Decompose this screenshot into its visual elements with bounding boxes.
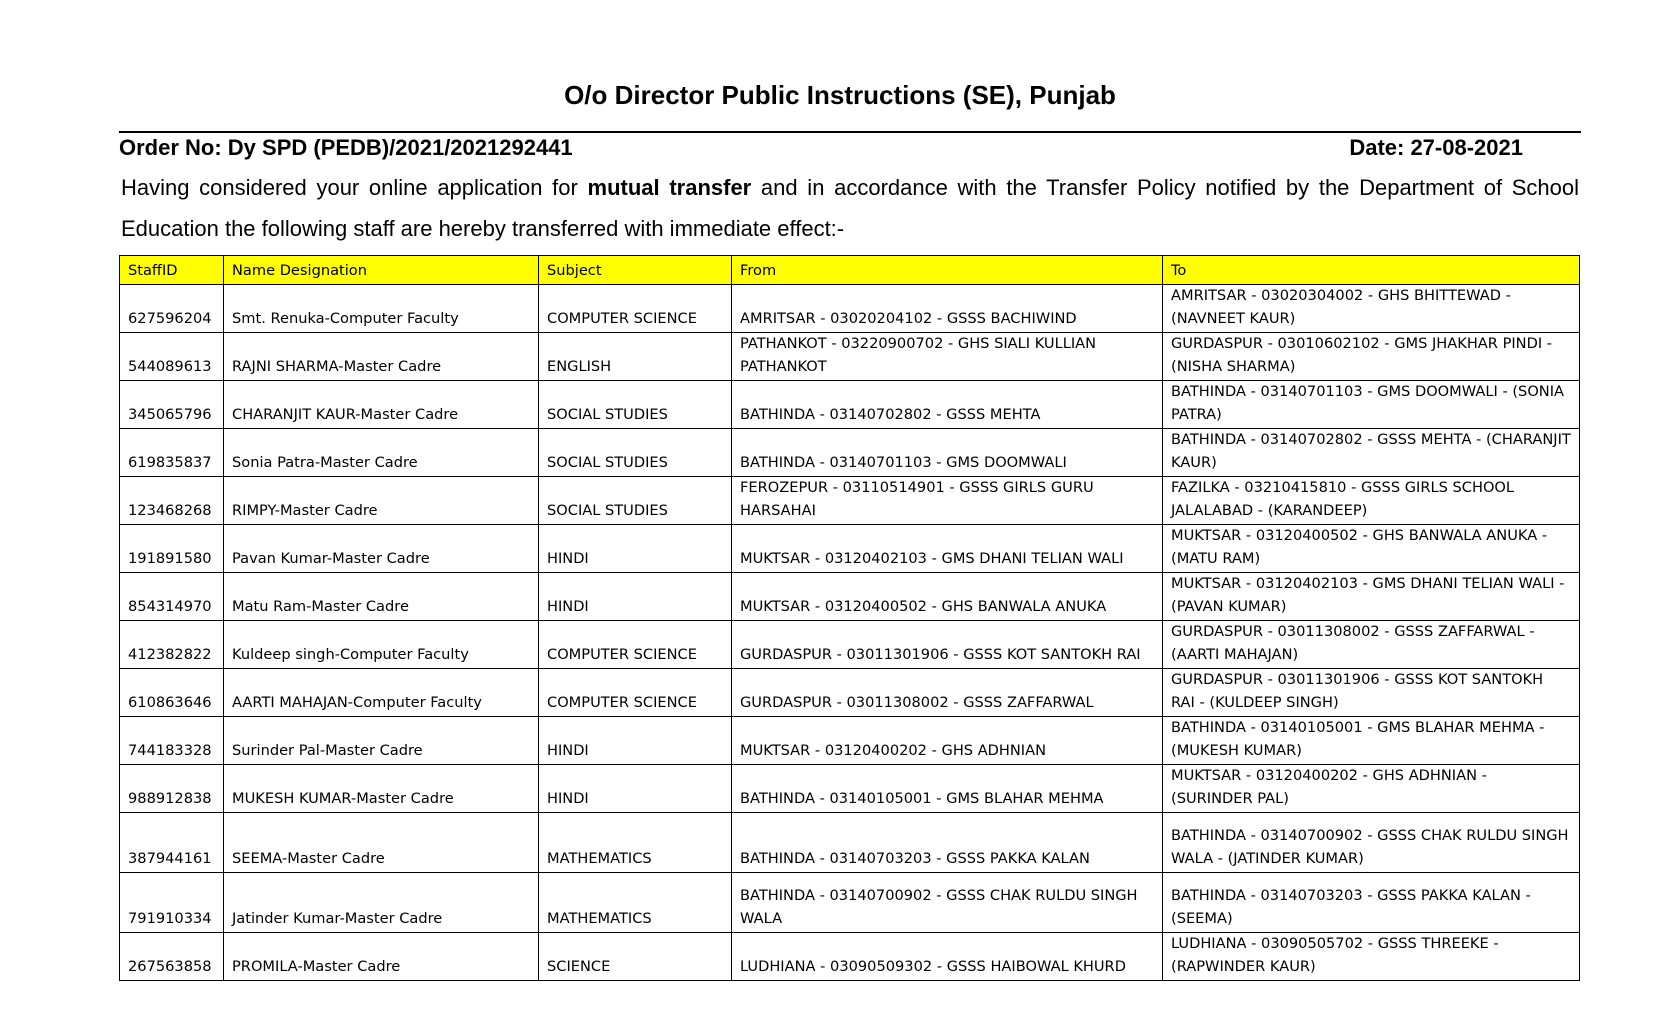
- cell-from: BATHINDA - 03140701103 - GMS DOOMWALI: [732, 429, 1163, 477]
- cell-to: MUKTSAR - 03120400202 - GHS ADHNIAN - (SURINDER PAL): [1163, 765, 1580, 813]
- cell-name: Surinder Pal-Master Cadre: [224, 717, 539, 765]
- cell-to: GURDASPUR - 03011308002 - GSSS ZAFFARWAL - (AARTI MAHAJAN): [1163, 621, 1580, 669]
- cell-from: BATHINDA - 03140700902 - GSSS CHAK RULDU SINGH WALA: [732, 873, 1163, 933]
- cell-from: LUDHIANA - 03090509302 - GSSS HAIBOWAL KHURD: [732, 933, 1163, 981]
- cell-to: GURDASPUR - 03011301906 - GSSS KOT SANTOKH RAI - (KULDEEP SINGH): [1163, 669, 1580, 717]
- intro-text-before: Having considered your online application for: [121, 175, 588, 200]
- table-row: [120, 669, 1580, 717]
- col-header-staffid: StaffID: [120, 256, 224, 285]
- cell-name: CHARANJIT KAUR-Master Cadre: [224, 381, 539, 429]
- table-row: [120, 873, 1580, 933]
- cell-staffid: 854314970: [120, 573, 224, 621]
- cell-staffid: 387944161: [120, 813, 224, 873]
- cell-from: GURDASPUR - 03011301906 - GSSS KOT SANTOKH RAI: [732, 621, 1163, 669]
- cell-name: SEEMA-Master Cadre: [224, 813, 539, 873]
- cell-to: AMRITSAR - 03020304002 - GHS BHITTEWAD - (NAVNEET KAUR): [1163, 285, 1580, 333]
- table-row: [120, 933, 1580, 981]
- cell-staffid: 345065796: [120, 381, 224, 429]
- table-row: [120, 381, 1580, 429]
- cell-name: Pavan Kumar-Master Cadre: [224, 525, 539, 573]
- table-row: [120, 429, 1580, 477]
- cell-staffid: 627596204: [120, 285, 224, 333]
- order-header: [119, 131, 1581, 161]
- table-header-row: [120, 256, 1580, 285]
- col-header-name-designation: Name Designation: [224, 256, 539, 285]
- cell-name: MUKESH KUMAR-Master Cadre: [224, 765, 539, 813]
- cell-to: LUDHIANA - 03090505702 - GSSS THREEKE - (RAPWINDER KAUR): [1163, 933, 1580, 981]
- cell-subject: HINDI: [539, 765, 732, 813]
- cell-name: Kuldeep singh-Computer Faculty: [224, 621, 539, 669]
- cell-name: RIMPY-Master Cadre: [224, 477, 539, 525]
- cell-staffid: 123468268: [120, 477, 224, 525]
- cell-subject: MATHEMATICS: [539, 873, 732, 933]
- cell-staffid: 412382822: [120, 621, 224, 669]
- cell-from: BATHINDA - 03140702802 - GSSS MEHTA: [732, 381, 1163, 429]
- cell-subject: SOCIAL STUDIES: [539, 381, 732, 429]
- table-row: [120, 813, 1580, 873]
- cell-subject: ENGLISH: [539, 333, 732, 381]
- cell-name: Smt. Renuka-Computer Faculty: [224, 285, 539, 333]
- cell-subject: COMPUTER SCIENCE: [539, 669, 732, 717]
- cell-subject: HINDI: [539, 525, 732, 573]
- cell-to: BATHINDA - 03140703203 - GSSS PAKKA KALAN - (SEEMA): [1163, 873, 1580, 933]
- cell-to: BATHINDA - 03140700902 - GSSS CHAK RULDU SINGH WALA - (JATINDER KUMAR): [1163, 813, 1580, 873]
- cell-subject: HINDI: [539, 717, 732, 765]
- table-row: [120, 717, 1580, 765]
- cell-to: BATHINDA - 03140701103 - GMS DOOMWALI - (SONIA PATRA): [1163, 381, 1580, 429]
- cell-name: Sonia Patra-Master Cadre: [224, 429, 539, 477]
- table-row: [120, 477, 1580, 525]
- cell-name: RAJNI SHARMA-Master Cadre: [224, 333, 539, 381]
- cell-staffid: 619835837: [120, 429, 224, 477]
- cell-from: FEROZEPUR - 03110514901 - GSSS GIRLS GURU HARSAHAI: [732, 477, 1163, 525]
- cell-subject: MATHEMATICS: [539, 813, 732, 873]
- cell-from: BATHINDA - 03140703203 - GSSS PAKKA KALAN: [732, 813, 1163, 873]
- table-row: [120, 621, 1580, 669]
- order-date: Date: 27-08-2021: [1349, 135, 1523, 160]
- intro-paragraph: [121, 167, 1579, 249]
- cell-subject: HINDI: [539, 573, 732, 621]
- cell-to: BATHINDA - 03140702802 - GSSS MEHTA - (CHARANJIT KAUR): [1163, 429, 1580, 477]
- order-number: Order No: Dy SPD (PEDB)/2021/2021292441: [119, 135, 573, 160]
- cell-name: Jatinder Kumar-Master Cadre: [224, 873, 539, 933]
- cell-subject: COMPUTER SCIENCE: [539, 621, 732, 669]
- cell-subject: COMPUTER SCIENCE: [539, 285, 732, 333]
- table-row: [120, 285, 1580, 333]
- table-row: [120, 525, 1580, 573]
- table-row: [120, 333, 1580, 381]
- cell-from: MUKTSAR - 03120402103 - GMS DHANI TELIAN WALI: [732, 525, 1163, 573]
- cell-staffid: 791910334: [120, 873, 224, 933]
- cell-subject: SOCIAL STUDIES: [539, 429, 732, 477]
- transfer-table: [119, 255, 1580, 981]
- cell-staffid: 988912838: [120, 765, 224, 813]
- cell-to: BATHINDA - 03140105001 - GMS BLAHAR MEHMA - (MUKESH KUMAR): [1163, 717, 1580, 765]
- intro-bold-text: mutual transfer: [587, 175, 752, 200]
- cell-staffid: 544089613: [120, 333, 224, 381]
- col-header-from: From: [732, 256, 1163, 285]
- table-row: [120, 573, 1580, 621]
- page-title: O/o Director Public Instructions (SE), Punjab: [564, 80, 1116, 110]
- cell-name: AARTI MAHAJAN-Computer Faculty: [224, 669, 539, 717]
- cell-to: MUKTSAR - 03120400502 - GHS BANWALA ANUKA - (MATU RAM): [1163, 525, 1580, 573]
- cell-name: PROMILA-Master Cadre: [224, 933, 539, 981]
- col-header-subject: Subject: [539, 256, 732, 285]
- cell-from: PATHANKOT - 03220900702 - GHS SIALI KULLIAN PATHANKOT: [732, 333, 1163, 381]
- cell-from: BATHINDA - 03140105001 - GMS BLAHAR MEHMA: [732, 765, 1163, 813]
- col-header-to: To: [1163, 256, 1580, 285]
- cell-from: GURDASPUR - 03011308002 - GSSS ZAFFARWAL: [732, 669, 1163, 717]
- table-row: [120, 765, 1580, 813]
- cell-from: AMRITSAR - 03020204102 - GSSS BACHIWIND: [732, 285, 1163, 333]
- cell-staffid: 610863646: [120, 669, 224, 717]
- cell-subject: SOCIAL STUDIES: [539, 477, 732, 525]
- cell-name: Matu Ram-Master Cadre: [224, 573, 539, 621]
- cell-to: FAZILKA - 03210415810 - GSSS GIRLS SCHOOL JALALABAD - (KARANDEEP): [1163, 477, 1580, 525]
- intro-text-after: and in accordance with the Transfer Policy notified by the Department of School Education the following staff are hereby transferred with immediate effect:-: [121, 175, 1579, 241]
- cell-staffid: 191891580: [120, 525, 224, 573]
- cell-from: MUKTSAR - 03120400202 - GHS ADHNIAN: [732, 717, 1163, 765]
- cell-to: GURDASPUR - 03010602102 - GMS JHAKHAR PINDI - (NISHA SHARMA): [1163, 333, 1580, 381]
- cell-subject: SCIENCE: [539, 933, 732, 981]
- cell-from: MUKTSAR - 03120400502 - GHS BANWALA ANUKA: [732, 573, 1163, 621]
- cell-staffid: 744183328: [120, 717, 224, 765]
- cell-to: MUKTSAR - 03120402103 - GMS DHANI TELIAN WALI - (PAVAN KUMAR): [1163, 573, 1580, 621]
- cell-staffid: 267563858: [120, 933, 224, 981]
